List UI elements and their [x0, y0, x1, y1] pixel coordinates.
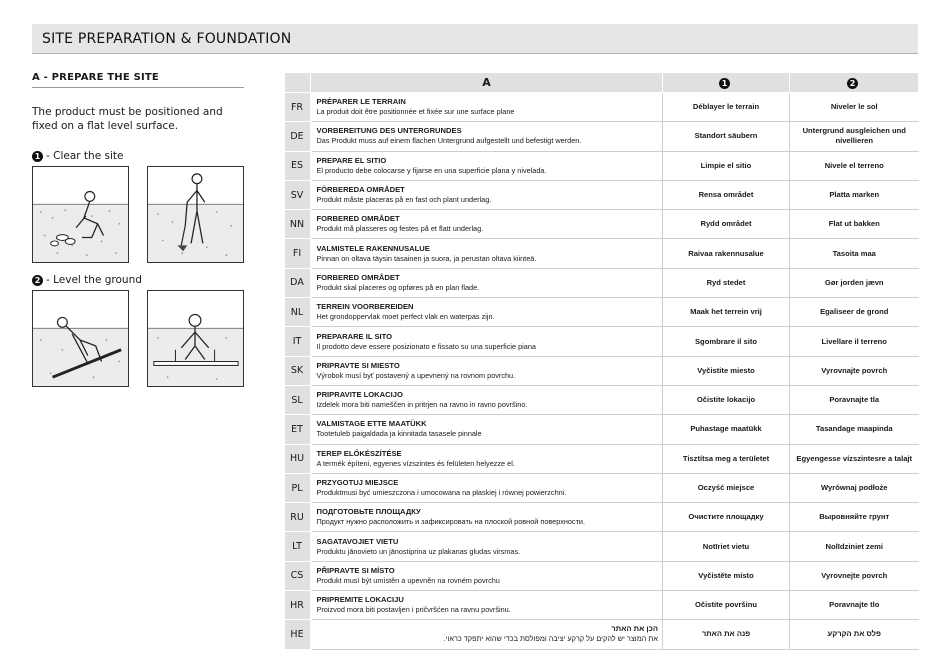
- description-title: PREPARARE IL SITO: [316, 331, 393, 341]
- step-2-cell: Vyrovnejte povrch: [790, 561, 919, 590]
- table-header-row: [285, 73, 919, 93]
- description-title: PRZYGOTUJ MIEJSCE: [316, 478, 399, 487]
- step-1-cell: Standort säubern: [663, 122, 790, 151]
- language-code: CS: [285, 561, 311, 590]
- description-title: TERREIN VOORBEREIDEN: [316, 302, 414, 312]
- step-2-cell: Untergrund ausgleichen und nivellieren: [790, 122, 919, 151]
- description-text: Das Produkt muss auf einem flachen Untergrund aufgestellt und befestigt werden.: [316, 136, 582, 146]
- step-2-cell: Nivele el terreno: [790, 151, 919, 180]
- step-1-cell: Notīriet vietu: [663, 532, 790, 561]
- table-row: [285, 122, 919, 151]
- language-code: HE: [285, 620, 311, 649]
- table-row: [285, 444, 919, 473]
- language-code: LT: [285, 532, 311, 561]
- header-step-1: [663, 73, 790, 93]
- table-row: [285, 620, 919, 649]
- step-1-cell: Raivaa rakennusalue: [663, 239, 790, 268]
- translation-table: [284, 72, 918, 650]
- language-code: SV: [285, 180, 311, 209]
- description-text: Proizvod mora biti postavljen i pričvršćen na ravnu površinu.: [316, 605, 511, 615]
- language-code: HU: [285, 444, 311, 473]
- description-text: Produkt musí být umístěn a upevněn na rovném povrchu: [316, 575, 500, 585]
- step-2-cell: Niveler le sol: [790, 93, 919, 122]
- table-row: [285, 561, 919, 590]
- step-1-cell: Vyčistěte místo: [663, 561, 790, 590]
- table-row: [285, 356, 919, 385]
- table-row: [285, 591, 919, 620]
- description-cell: [311, 239, 663, 268]
- table-row: [285, 93, 919, 122]
- step-1-cell: Déblayer le terrain: [663, 93, 790, 122]
- description-cell: [311, 93, 663, 122]
- step-1-cell: Tisztítsa meg a területet: [663, 444, 790, 473]
- language-code: HR: [285, 591, 311, 620]
- description-cell: [311, 561, 663, 590]
- left-column: [32, 72, 244, 133]
- step-2-cell: Wyrównaj podłoże: [790, 473, 919, 502]
- step-1-cell: Limpie el sitio: [663, 151, 790, 180]
- step-2-cell: Nolīdziniet zemi: [790, 532, 919, 561]
- step-1-number-badge: 1: [32, 151, 43, 162]
- header-step-2: [790, 73, 919, 93]
- step-2-cell: Tasoita maa: [790, 239, 919, 268]
- language-code: SL: [285, 385, 311, 414]
- description-cell: [311, 591, 663, 620]
- description-title: PREPARE EL SITIO: [316, 155, 387, 165]
- description-title: ПОДГОТОВЬТЕ ПЛОЩАДКУ: [316, 507, 421, 517]
- description-text: Produkt må plasseres og festes på et flatt underlag.: [316, 224, 484, 234]
- table-row: [285, 268, 919, 297]
- description-text: Tootetuleb paigaldada ja kinnitada tasasele pinnale: [316, 429, 482, 439]
- step-1-cell: Ryd stedet: [663, 268, 790, 297]
- language-code: FI: [285, 239, 311, 268]
- description-title: PRIPREMITE LOKACIJU: [316, 595, 404, 605]
- step-2-cell: Egaliseer de grond: [790, 298, 919, 327]
- step-1-cell: Očistite lokacijo: [663, 385, 790, 414]
- description-cell: [311, 268, 663, 297]
- description-title: TEREP ELŐKÉSZÍTÉSE: [316, 448, 402, 458]
- step-2-cell: פלס את הקרקע: [790, 620, 919, 649]
- step-1-cell: Rydd området: [663, 210, 790, 239]
- description-text: Il prodotto deve essere posizionato e fissato su una superficie piana: [316, 341, 536, 351]
- description-title: VALMISTELE RAKENNUSALUE: [316, 243, 430, 253]
- step-1-cell: Очистите площадку: [663, 503, 790, 532]
- description-text: Pinnan on oltava täysin tasainen ja suora, ja perustan oltava kiinteä.: [316, 253, 537, 263]
- description-text: Het grondoppervlak moet perfect vlak en waterpas zijn.: [316, 312, 495, 322]
- step-2-cell: Vyrovnajte povrch: [790, 356, 919, 385]
- table-row: [285, 503, 919, 532]
- description-text: Produkt måste placeras på en fast och plant underlag.: [316, 195, 492, 205]
- table-row: [285, 151, 919, 180]
- description-cell: [311, 210, 663, 239]
- language-code: ET: [285, 415, 311, 444]
- description-text: את המוצר יש להקים על קרקע יציבה ומפולסת בכדי שהוא יתפקד כראוי.: [443, 634, 658, 644]
- page-title: SITE PREPARATION & FOUNDATION: [42, 31, 292, 47]
- step-2-cell: Flat ut bakken: [790, 210, 919, 239]
- step-2-cell: Tasandage maapinda: [790, 415, 919, 444]
- language-code: PL: [285, 473, 311, 502]
- description-text: Produkt skal placeres og opføres på en plan flade.: [316, 282, 480, 292]
- table-row: [285, 298, 919, 327]
- step-2-cell: Gør jorden jævn: [790, 268, 919, 297]
- language-code: NL: [285, 298, 311, 327]
- description-text: Produktmusi być umieszczona i umocowana na płaskiej i równej powierzchni.: [316, 488, 567, 497]
- description-cell: [311, 503, 663, 532]
- table-row: [285, 385, 919, 414]
- description-title: VORBEREITUNG DES UNTERGRUNDES: [316, 126, 462, 136]
- description-title: VALMISTAGE ETTE MAATÜKK: [316, 419, 427, 429]
- description-title: PRIPRAVTE SI MIESTO: [316, 360, 400, 370]
- step-2-cell: Poravnajte tlo: [790, 591, 919, 620]
- table-row: [285, 473, 919, 502]
- description-text: Продукт нужно расположить и зафиксировать на плоской ровной поверхности.: [316, 517, 586, 527]
- step-1-cell: Očistite površinu: [663, 591, 790, 620]
- section-title: A - PREPARE THE SITE: [32, 72, 244, 88]
- description-cell: [311, 327, 663, 356]
- step-2-text: - Level the ground: [46, 274, 142, 286]
- table-row: [285, 532, 919, 561]
- step-1-cell: Maak het terrein vrij: [663, 298, 790, 327]
- description-title: PŘIPRAVTE SI MÍSTO: [316, 565, 395, 575]
- description-cell: [311, 415, 663, 444]
- description-text: Produktu jānovieto un jānostiprina uz plakanas gludas virsmas.: [316, 546, 521, 556]
- language-code: DA: [285, 268, 311, 297]
- step-1-cell: Oczyść miejsce: [663, 473, 790, 502]
- description-cell: [311, 151, 663, 180]
- table-row: [285, 327, 919, 356]
- description-cell: [311, 620, 663, 649]
- language-code: SK: [285, 356, 311, 385]
- language-code: DE: [285, 122, 311, 151]
- description-text: El producto debe colocarse y fijarse en una superficie plana y nivelada.: [316, 165, 547, 175]
- description-text: Výrobok musí byť postavený a upevnený na rovnom povrchu.: [316, 370, 516, 380]
- step-1-cell: פנה את האתר: [663, 620, 790, 649]
- step-2-cell: Egyengesse vízszintesre a talajt: [790, 444, 919, 473]
- table-row: [285, 415, 919, 444]
- illustration-level-ground-2: [147, 290, 244, 387]
- illustration-clear-site-2: [147, 166, 244, 263]
- description-title: PRÉPARER LE TERRAIN: [316, 97, 406, 107]
- step-1-text: - Clear the site: [46, 150, 124, 162]
- description-title: FORBERED OMRÅDET: [316, 272, 400, 282]
- description-cell: [311, 298, 663, 327]
- description-cell: [311, 385, 663, 414]
- header-code: [285, 73, 311, 93]
- description-title: SAGATAVOJIET VIETU: [316, 536, 399, 546]
- illustration-level-ground-1: [32, 290, 129, 387]
- description-cell: [311, 473, 663, 502]
- description-title: הכן את האתר: [611, 624, 658, 634]
- language-code: ES: [285, 151, 311, 180]
- description-cell: [311, 180, 663, 209]
- table-row: [285, 210, 919, 239]
- step-1-cell: Vyčistite miesto: [663, 356, 790, 385]
- step-1-cell: Puhastage maatükk: [663, 415, 790, 444]
- step-2-cell: Livellare il terreno: [790, 327, 919, 356]
- language-code: NN: [285, 210, 311, 239]
- step-2-cell: Выровняйте грунт: [790, 503, 919, 532]
- step-2-label: [32, 274, 142, 286]
- header-step-1-badge: 1: [719, 78, 730, 89]
- table-row: [285, 180, 919, 209]
- description-cell: [311, 356, 663, 385]
- header-a: A: [311, 73, 663, 93]
- description-cell: [311, 444, 663, 473]
- table-row: [285, 239, 919, 268]
- language-code: IT: [285, 327, 311, 356]
- step-2-cell: Platta marken: [790, 180, 919, 209]
- description-text: Izdelek mora biti nameščen in pritrjen na ravno in ravno površino.: [316, 400, 528, 410]
- description-title: PRIPRAVITE LOKACIJO: [316, 390, 403, 400]
- intro-text: The product must be positioned and fixed on a flat level surface.: [32, 106, 223, 132]
- step-1-label: [32, 150, 123, 162]
- description-title: FORBERED OMRÅDET: [316, 214, 400, 224]
- illustration-clear-site-1: [32, 166, 129, 263]
- language-code: FR: [285, 93, 311, 122]
- step-1-cell: Sgombrare il sito: [663, 327, 790, 356]
- language-code: RU: [285, 503, 311, 532]
- description-cell: [311, 122, 663, 151]
- step-1-cell: Rensa området: [663, 180, 790, 209]
- step-2-number-badge: 2: [32, 275, 43, 286]
- description-title: FÖRBEREDA OMRÅDET: [316, 185, 405, 195]
- header-step-2-badge: 2: [847, 78, 858, 89]
- description-cell: [311, 532, 663, 561]
- description-text: A termék építeni, egyenes vízszintes és felületen helyezze el.: [316, 458, 515, 468]
- section-header-bar: [32, 24, 918, 54]
- step-2-cell: Poravnajte tla: [790, 385, 919, 414]
- description-text: La produit doit être positionnée et fixée sur une surface plane: [316, 107, 515, 117]
